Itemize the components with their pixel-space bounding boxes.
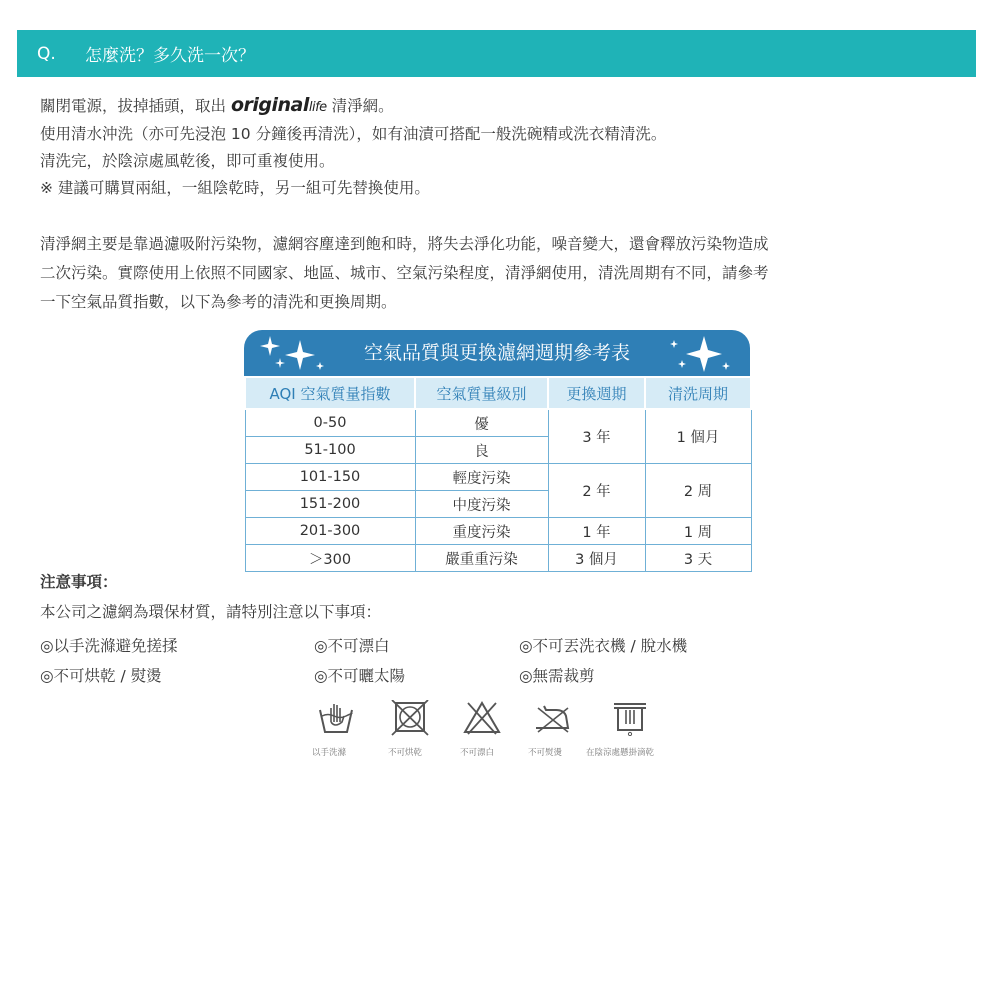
step-line-2: 使用清水沖洗（亦可先浸泡 10 分鐘後再清洗），如有油漬可搭配一般洗碗精或洗衣精清洗。	[40, 125, 667, 143]
header-replace: 更換週期	[548, 377, 645, 409]
question-mark: Q.	[37, 43, 56, 64]
table-title-bar	[244, 330, 750, 376]
care-icons	[300, 700, 700, 764]
note-item: ◎不可漂白	[314, 637, 390, 655]
explanation-paragraph: 清淨網主要是靠過濾吸附污染物，濾網容塵達到飽和時，將失去淨化功能，噪音變大，還會釋放污染物造成 二次污染。實際使用上依照不同國家、地區、城市、空氣污染程度，清淨網使用，清洗周期有不同，請參考 一下空氣品質指數，以下為參考的清洗和更換周期。	[40, 235, 769, 311]
header-wash: 清洗周期	[645, 377, 751, 409]
aqi-reference-table	[244, 330, 750, 572]
table-title: 空氣品質與更換濾網週期參考表	[363, 342, 630, 364]
question-title: 怎麼洗？多久洗一次？	[85, 46, 255, 66]
note-item: ◎不可曬太陽	[314, 667, 406, 685]
table-row: ＞300 嚴重重污染 3 個月 3 天	[245, 545, 751, 572]
question-bar	[17, 30, 976, 77]
notes-intro: 本公司之濾網為環保材質，請特別注意以下事項：	[40, 603, 382, 621]
step-line-4: ※ 建議可購買兩組，一組陰乾時，另一組可先替換使用。	[40, 179, 430, 197]
icon-label: 不可烘乾	[388, 748, 423, 758]
note-item: ◎不可丟洗衣機 / 脫水機	[519, 637, 688, 655]
no-tumble-dry-icon	[390, 700, 430, 736]
table-row: 151-200 中度污染	[245, 491, 751, 518]
note-item: ◎以手洗滌避免搓揉	[40, 637, 178, 655]
shade-dry-icon	[610, 700, 650, 736]
step-line-3: 清洗完，於陰涼處風乾後，即可重複使用。	[40, 152, 335, 170]
aqi-table	[244, 376, 752, 572]
icon-label: 不可熨燙	[528, 748, 563, 758]
header-aqi: AQI 空氣質量指數	[245, 377, 415, 409]
icon-label: 不可漂白	[460, 748, 495, 758]
no-iron-icon	[532, 700, 572, 736]
sparkle-icon	[666, 332, 736, 374]
table-row: 101-150 輕度污染 2 年 2 周	[245, 464, 751, 491]
hand-wash-icon	[316, 700, 356, 736]
notes-title: 注意事項：	[40, 573, 118, 591]
step-line-1: 關閉電源，拔掉插頭，取出 originallife 清淨網。	[40, 94, 394, 116]
header-level: 空氣質量級別	[415, 377, 548, 409]
cleaning-steps	[40, 92, 666, 202]
no-bleach-icon	[462, 700, 502, 736]
note-item: ◎無需裁剪	[519, 667, 595, 685]
icon-label: 以手洗滌	[312, 748, 347, 758]
note-item: ◎不可烘乾 / 熨燙	[40, 667, 162, 685]
brand-logo: originallife	[230, 94, 327, 116]
table-row: 0-50 優 3 年 1 個月	[245, 409, 751, 437]
icon-label: 在陰涼處懸掛滴乾	[586, 748, 655, 758]
table-row: 51-100 良	[245, 437, 751, 464]
sparkle-icon	[258, 332, 328, 374]
table-row: 201-300 重度污染 1 年 1 周	[245, 518, 751, 545]
